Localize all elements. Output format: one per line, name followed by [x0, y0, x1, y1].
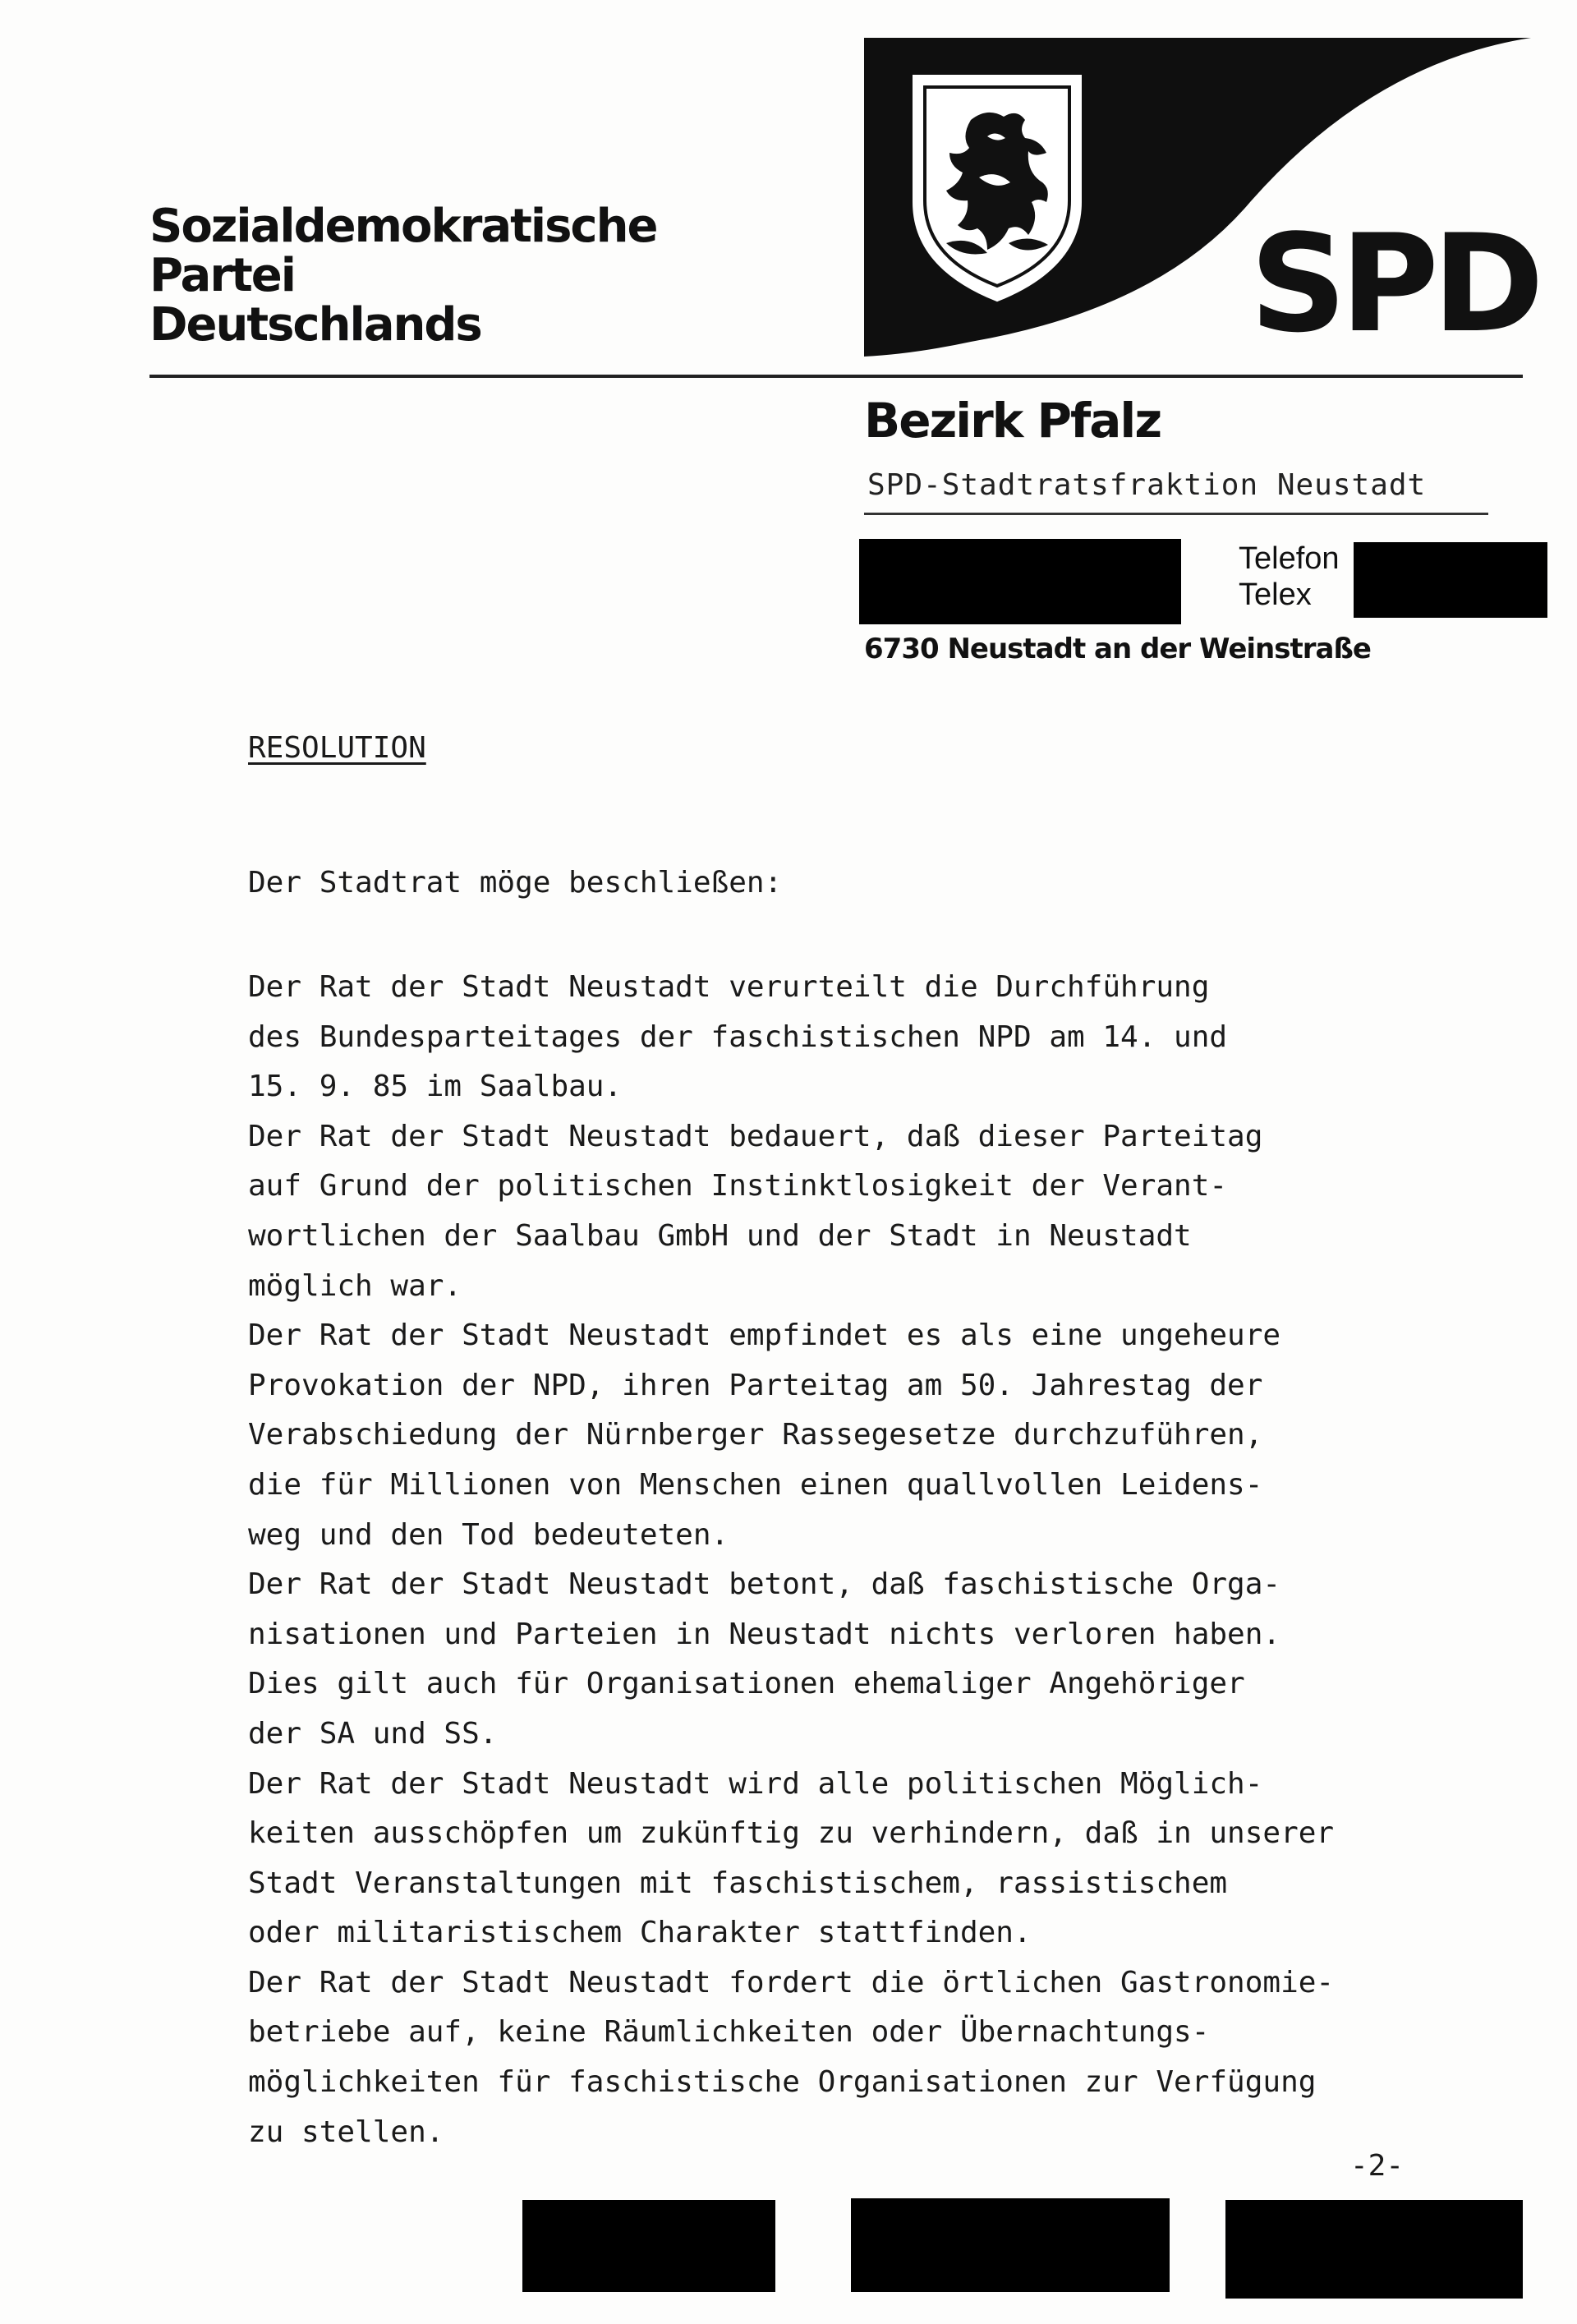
- body-line: Der Rat der Stadt Neustadt wird alle politischen Möglich-: [248, 1766, 1263, 1801]
- body-line: möglichkeiten für faschistische Organisationen zur Verfügung: [248, 2065, 1317, 2100]
- body-line: Der Rat der Stadt Neustadt fordert die örtlichen Gastronomie-: [248, 1965, 1335, 2000]
- body-line: Der Rat der Stadt Neustadt empfindet es als eine ungeheure: [248, 1318, 1281, 1353]
- redacted-phone-numbers: [1354, 542, 1547, 618]
- party-name-line-3: Deutschlands: [149, 298, 481, 352]
- party-name-line-1: Sozialdemokratische: [149, 200, 657, 253]
- council-fraction: SPD-Stadtratsfraktion Neustadt: [867, 468, 1427, 502]
- postal-address: 6730 Neustadt an der Weinstraße: [864, 633, 1371, 665]
- page-number: -2-: [1350, 2149, 1405, 2183]
- party-name: [149, 202, 656, 350]
- body-line: weg und den Tod bedeuteten.: [248, 1517, 729, 1552]
- body-line: Der Rat der Stadt Neustadt verurteilt die Durchführung: [248, 970, 1210, 1004]
- body-line: 15. 9. 85 im Saalbau.: [248, 1070, 623, 1104]
- party-name-line-2: Partei: [149, 249, 295, 302]
- telex-label: Telex: [1239, 578, 1312, 612]
- body-line: Provokation der NPD, ihren Parteitag am 50. Jahrestag der: [248, 1368, 1263, 1402]
- contact-labels: [1239, 541, 1340, 613]
- lion-shield-icon: [915, 77, 1079, 299]
- resolution-body: [248, 963, 1529, 2157]
- body-line: der SA und SS.: [248, 1716, 498, 1751]
- fraction-divider: [864, 513, 1488, 515]
- spd-logo-block: [864, 38, 1538, 362]
- redacted-footer-1: [522, 2200, 775, 2292]
- body-line: Der Rat der Stadt Neustadt bedauert, daß dieser Parteitag: [248, 1119, 1263, 1153]
- body-line: des Bundesparteitages der faschistischen NPD am 14. und: [248, 1019, 1228, 1054]
- telefon-label: Telefon: [1239, 541, 1340, 576]
- spd-wordmark: SPD: [1249, 205, 1538, 362]
- body-line: die für Millionen von Menschen einen quallvollen Leidens-: [248, 1467, 1263, 1502]
- body-line: wortlichen der Saalbau GmbH und der Stadt in Neustadt: [248, 1218, 1192, 1253]
- letterhead-divider: [149, 375, 1523, 378]
- body-line: keiten ausschöpfen um zukünftig zu verhindern, daß in unserer: [248, 1816, 1335, 1851]
- redacted-street-address: [859, 539, 1181, 624]
- body-line: Stadt Veranstaltungen mit faschistischem, rassistischem: [248, 1866, 1228, 1900]
- body-line: Der Rat der Stadt Neustadt betont, daß faschistische Orga-: [248, 1567, 1281, 1602]
- resolution-intro: Der Stadtrat möge beschließen:: [248, 866, 783, 900]
- body-line: auf Grund der politischen Instinktlosigkeit der Verant-: [248, 1169, 1228, 1203]
- document-title: RESOLUTION: [248, 731, 426, 765]
- body-line: Verabschiedung der Nürnberger Rassegesetze durchzuführen,: [248, 1418, 1263, 1452]
- redacted-footer-3: [1225, 2200, 1523, 2299]
- body-line: zu stellen.: [248, 2115, 444, 2149]
- redacted-footer-2: [851, 2198, 1170, 2292]
- body-line: Dies gilt auch für Organisationen ehemaliger Angehöriger: [248, 1667, 1245, 1701]
- body-line: nisationen und Parteien in Neustadt nichts verloren haben.: [248, 1617, 1281, 1651]
- body-line: oder militaristischem Charakter stattfinden.: [248, 1916, 1032, 1950]
- body-line: möglich war.: [248, 1268, 462, 1303]
- body-line: betriebe auf, keine Räumlichkeiten oder Übernachtungs-: [248, 2015, 1210, 2050]
- district-name: Bezirk Pfalz: [864, 393, 1161, 449]
